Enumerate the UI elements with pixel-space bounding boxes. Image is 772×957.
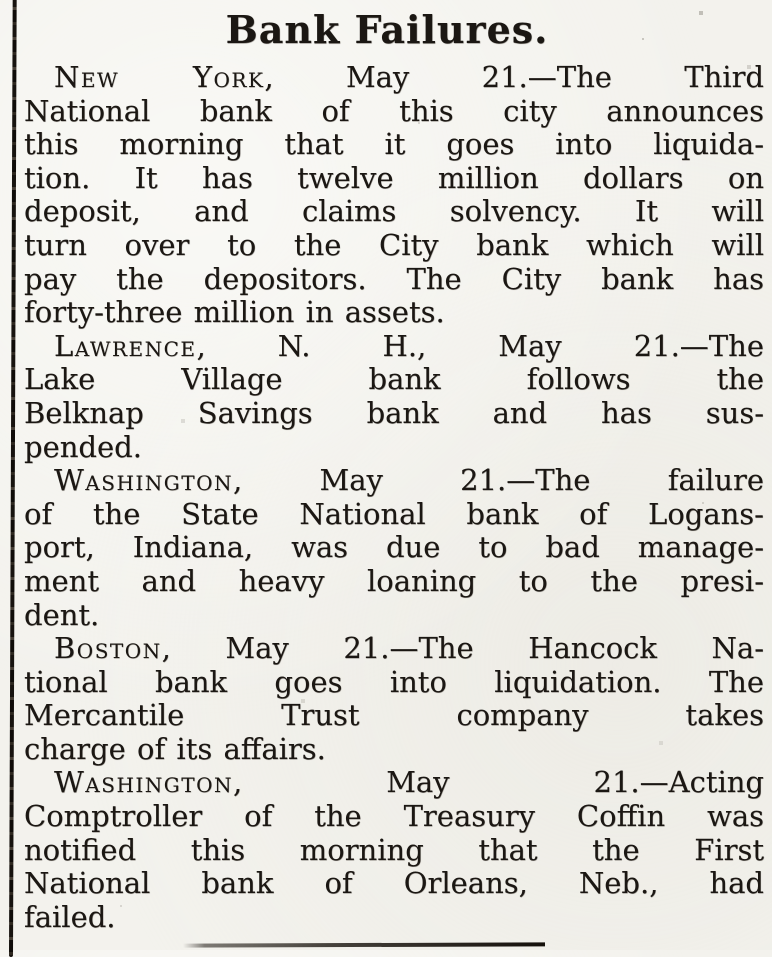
line-text: , May 21.—Acting [233, 765, 764, 800]
text-line [24, 296, 764, 330]
text-line [24, 766, 764, 800]
text-line [24, 599, 764, 633]
line-text: of the State National bank of Logans- [24, 496, 764, 531]
line-text: this morning that it goes into liquida- [24, 127, 764, 162]
text-line [24, 363, 764, 397]
paper-specks [0, 0, 2, 2]
paragraph [24, 330, 764, 464]
dateline-smallcaps: Washington [54, 765, 234, 800]
text-line [24, 800, 764, 834]
text-line [24, 431, 764, 465]
line-text: pended. [24, 429, 142, 464]
text-line [24, 397, 764, 431]
dateline-smallcaps: New York [54, 60, 265, 94]
text-line [24, 733, 764, 767]
paragraph [24, 464, 764, 632]
text-line [24, 162, 764, 196]
text-line [24, 531, 764, 565]
text-line [24, 699, 764, 733]
line-text: , May 21.—The Hancock Na- [161, 631, 764, 666]
dateline-smallcaps: Boston [54, 631, 162, 666]
line-text: , May 21.—The Third [264, 60, 764, 94]
dateline-smallcaps: Lawrence [54, 328, 197, 363]
text-line [24, 666, 764, 700]
text-line [24, 330, 764, 364]
text-line [24, 901, 764, 935]
line-text: charge of its affairs. [24, 731, 326, 766]
line-text: dent. [24, 597, 100, 632]
article-title: Bank Failures. [225, 7, 549, 52]
text-line [24, 61, 764, 95]
text-line [24, 229, 764, 263]
text-line [24, 565, 764, 599]
line-text: National bank of Orleans, Neb., had [24, 866, 764, 901]
line-text: tional bank goes into liquidation. The [24, 664, 764, 699]
line-text: , May 21.—The failure [233, 463, 764, 498]
line-text: Mercantile Trust company takes [24, 698, 764, 733]
line-text: ment and heavy loaning to the presi- [24, 563, 764, 598]
line-text: National bank of this city announces [24, 93, 764, 128]
text-line [24, 263, 764, 297]
paragraph [24, 61, 764, 330]
paragraph [24, 766, 764, 934]
text-line [24, 498, 764, 532]
dateline-smallcaps: Washington [54, 463, 234, 498]
line-text: Comptroller of the Treasury Coffin was [24, 799, 764, 834]
paragraph [24, 632, 764, 766]
line-text: Lake Village bank follows the [24, 362, 764, 397]
line-text: tion. It has twelve million dollars on [24, 160, 764, 195]
text-line [24, 632, 764, 666]
line-text: , N. H., May 21.—The [196, 328, 764, 363]
text-line [24, 95, 764, 129]
column-rule-left [9, 0, 17, 957]
line-text: turn over to the City bank which will [24, 227, 764, 262]
section-divider [183, 942, 545, 947]
text-line [24, 128, 764, 162]
text-line [24, 195, 764, 229]
text-line [24, 464, 764, 498]
line-text: pay the depositors. The City bank has [24, 261, 764, 296]
line-text: forty-three million in assets. [24, 295, 445, 330]
line-text: notified this morning that the First [24, 832, 764, 867]
line-text: deposit, and claims solvency. It will [24, 194, 764, 229]
text-line [24, 834, 764, 868]
text-line [24, 867, 764, 901]
line-text: port, Indiana, was due to bad manage- [24, 530, 764, 565]
article-body [24, 61, 764, 934]
line-text: failed. [24, 899, 116, 934]
line-text: Belknap Savings bank and has sus- [24, 395, 764, 430]
